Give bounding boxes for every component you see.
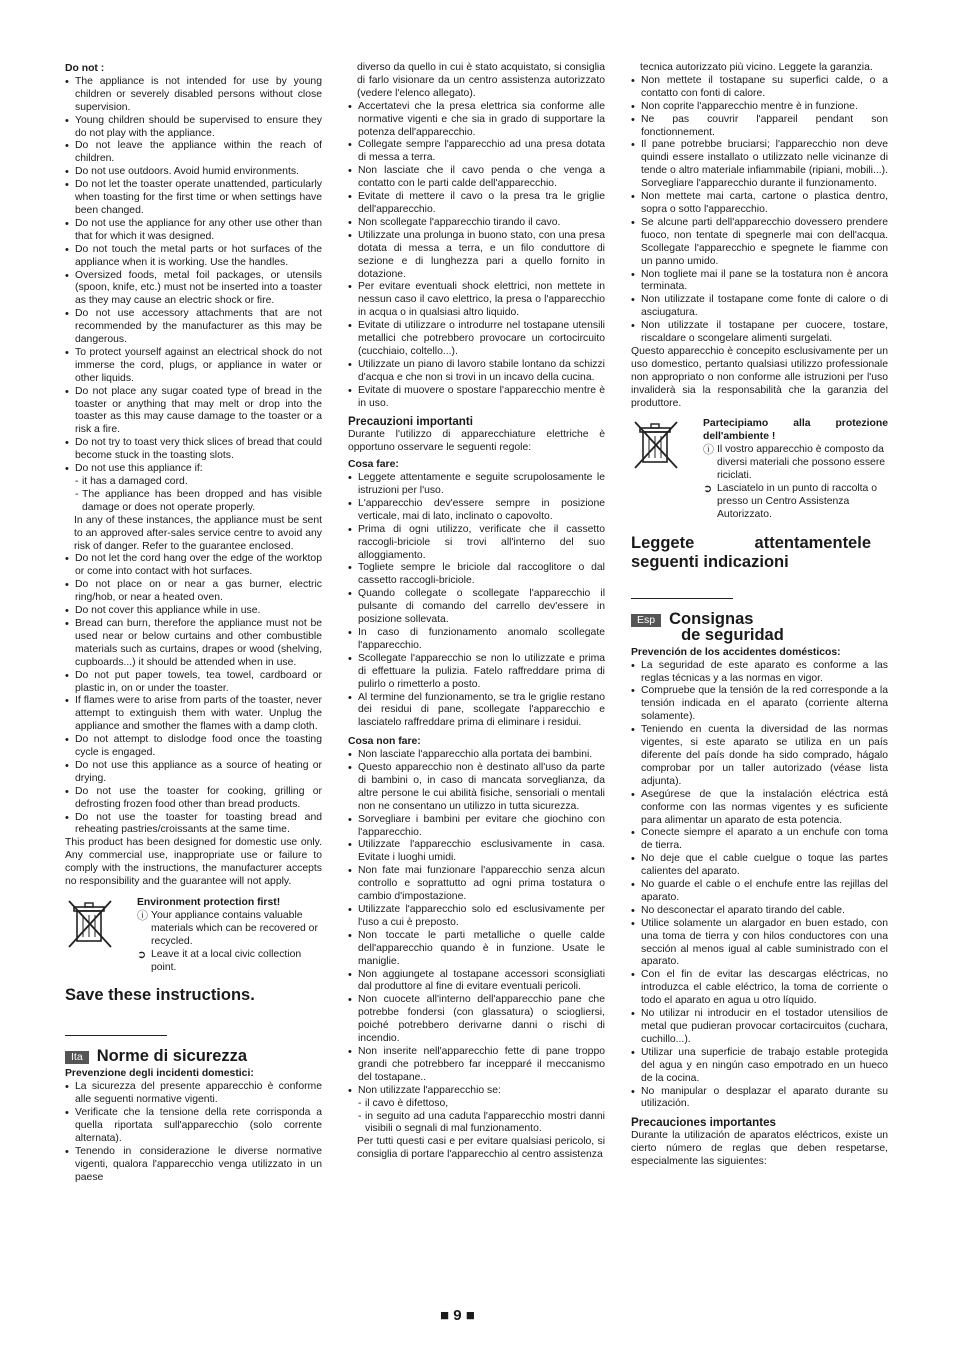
list-item: • Do not use the toaster for toasting bread and reheating pastries/croissants at the same time. — [65, 812, 322, 838]
precautions-heading: Precauzioni importanti — [348, 415, 473, 429]
list-item: • Utilizar una superficie de trabajo estable protegida del agua y en ningún caso empotrado en un hueco de la cocina. — [631, 1047, 888, 1086]
list-item: • Utilizzate un piano di lavoro stabile lontano da schizzi d'acqua e che non si trovi in un incavo della cucina. — [348, 359, 605, 385]
precautions-text: Durante l'utilizzo di apparecchiature elettriche è opportuno osservare le seguenti regole: — [348, 429, 605, 454]
list-item: • Do not leave the appliance within the reach of children. — [65, 140, 322, 166]
list-item: • Questo apparecchio non è destinato all'uso da parte di bambini o, in caso di mancata sorveglianza, da altre persone le cui abilità fisiche, sensoriali o mentali non ne consentano un utilizzo in tutta sicurezza. — [348, 762, 605, 814]
list-item: • Do not let the cord hang over the edge of the worktop or come into contact with hot surfaces. — [65, 553, 322, 579]
list-item: • Do not use the toaster for cooking, grilling or defrosting frozen food other than bread products. — [65, 786, 322, 812]
italian-section-title — [65, 1048, 322, 1064]
list-item: • Accertatevi che la presa elettrica sia conforme alle normative vigenti e che sia in grado di supportare la potenza dell'apparecchio. — [348, 101, 605, 140]
list-item: • Teniendo en cuenta la diversidad de las normas vigentes, si este aparato se utiliza en un país diferente del país donde ha sido comprado, hágalo comprobar por un taller autorizado (véase lista adjunta). — [631, 724, 888, 789]
continued-text: diverso da quello in cui è stato acquistato, si consiglia di farlo visionare da un centro assistenza autorizzato (vedere l'elenco allegato). — [357, 62, 605, 99]
list-item: • Togliete sempre le briciole dal raccoglitore o dal cassetto raccogli-briciole. — [348, 562, 605, 588]
list-item: • Non togliete mai il pane se la tostatura non è ancora terminata. — [631, 269, 888, 295]
list-item: • Do not place on or near a gas burner, electric ring/hob, or near a heated oven. — [65, 579, 322, 605]
list-item: • Do not use the appliance for any other use other than that for which it was designed. — [65, 218, 322, 244]
do-not-list — [65, 76, 322, 515]
continued-text: tecnica autorizzato più vicino. Leggete la garanzia. — [640, 62, 873, 73]
environment-text — [703, 418, 888, 521]
list-item: • Utilice solamente un alargador en buen estado, con una toma de tierra y con hilos conductores con una sección al menos igual al cable suministrado con el aparato. — [631, 918, 888, 970]
sub-list-item: - in seguito ad una caduta l'apparecchio mostri danni visibili o segnali di mal funzionamento. — [348, 1111, 605, 1137]
list-item: • Bread can burn, therefore the appliance must not be used near or below curtains and other combustible materials such as curtains, drapes or wood (shelving, cupboards...) it should be attended when in use. — [65, 618, 322, 670]
list-item: • Verificate che la tensione della rete corrisponda a quella riportata sull'apparecchio (solo corrente alternata). — [65, 1107, 322, 1146]
arrow-circle-icon: ➲ — [137, 948, 147, 961]
list-item: • Young children should be supervised to ensure they do not play with the appliance. — [65, 115, 322, 141]
list-item: • Non utilizzate il tostapane come fonte di calore o di asciugatura. — [631, 294, 888, 320]
sub-heading: Prevenzione degli incidenti domestici: — [65, 1068, 254, 1080]
list-item: • Do not use this appliance as a source of heating or drying. — [65, 760, 322, 786]
section-title-line: de seguridad — [681, 625, 784, 644]
list-item: • Evitate di muovere o spostare l'apparecchio mentre è in uso. — [348, 385, 605, 411]
list-item: • La seguridad de este aparato es conforme a las reglas técnicas y a las normas en vigor. — [631, 660, 888, 686]
list-item: • Tenendo in considerazione le diverse normative vigenti, qualora l'apparecchio venga utilizzato in un paese — [65, 1146, 322, 1185]
list-item: • If flames were to arise from parts of the toaster, never attempt to extinguish them with water. Unplug the appliance and smother the flames with a damp cloth. — [65, 695, 322, 734]
list-item: • Leggete attentamente e seguite scrupolosamente le istruzioni per l'uso. — [348, 472, 605, 498]
cosa-non-fare-heading: Cosa non fare: — [348, 736, 421, 748]
list-item: • Compruebe que la tensión de la red corresponde a la tensión indicada en el aparato (corriente alterna solamente). — [631, 685, 888, 724]
list-item: • Non scollegate l'apparecchio tirando il cavo. — [348, 217, 605, 230]
square-bullet-icon: ■ — [465, 1307, 475, 1324]
instance-text: In any of these instances, the appliance must be sent to an approved after-sales service centre to avoid any risk of danger. Refer to the guarantee enclosed. — [74, 514, 322, 552]
environment-box — [631, 418, 888, 521]
list-item: • Utilizzate l'apparecchio esclusivamente in casa. Evitate i luoghi umidi. — [348, 839, 605, 865]
cosa-fare-heading: Cosa fare: — [348, 459, 399, 471]
list-item: • Do not attempt to dislodge food once the toasting cycle is engaged. — [65, 734, 322, 760]
language-badge: Esp — [631, 614, 661, 627]
list-item: • In caso di funzionamento anomalo scollegate l'apparecchio. — [348, 627, 605, 653]
sub-list-item: - The appliance has been dropped and has visible damage or does not operate properly. — [65, 489, 322, 515]
list-item: • Do not use outdoors. Avoid humid environments. — [65, 166, 322, 179]
list-item: • Ne pas couvrir l'appareil pendant son fonctionnement. — [631, 114, 888, 140]
crossed-bin-icon — [631, 418, 681, 470]
list-item: • Non coprite l'apparecchio mentre è in funzione. — [631, 101, 888, 114]
sub-heading: Prevención de los accidentes domésticos: — [631, 646, 841, 658]
list-item: • Do not touch the metal parts or hot surfaces of the appliance when it is working. Use the handles. — [65, 244, 322, 270]
column-1 — [65, 62, 322, 1185]
list-item: • Do not try to toast very thick slices of bread that could become stuck in the toasting slots. — [65, 437, 322, 463]
list-item: • No manipular o desplazar el aparato durante su utilización. — [631, 1086, 888, 1112]
list-item: • No utilizar ni introducir en el tostador utensilios de metal que pudieran provocar cortacircuitos (cuchara, cuchillo...). — [631, 1008, 888, 1047]
list-item: • Sorvegliare i bambini per evitare che giochino con l'apparecchio. — [348, 814, 605, 840]
environment-line-text: Lasciatelo in un punto di raccolta o presso un Centro Assistenza Autorizzato. — [717, 483, 878, 520]
list-item: • Oversized foods, metal foil packages, or utensils (spoon, knife, etc.) must not be inserted into a toaster as they may cause an electric shock or fire. — [65, 270, 322, 309]
end-text: Per tutti questi casi e per evitare qualsiasi pericolo, si consiglia di portare l'apparecchio al centro assistenza — [357, 1136, 605, 1161]
list-item: • Se alcune parti dell'apparecchio dovessero prendere fuoco, non tentate di spegnerle mai con dell'acqua. Scollegate l'apparecchio e spegnete le fiamme con un panno umido. — [631, 217, 888, 269]
section-title-line: Consignas — [669, 609, 754, 628]
section-divider — [631, 598, 733, 599]
arrow-circle-icon: ➲ — [703, 483, 713, 495]
list-item: • Do not use this appliance if: — [65, 463, 322, 476]
environment-line-text: Il vostro apparecchio è composto da diversi materiali che possono essere riciclati. — [717, 444, 886, 482]
crossed-bin-icon — [65, 897, 115, 949]
save-instructions-heading: Save these instructions. — [65, 986, 255, 1005]
list-item: • Non mettete mai carta, cartone o plastica dentro, sopra o sotto l'apparecchio. — [631, 191, 888, 217]
list-item: • Asegúrese de que la instalación eléctrica está conforme con las normas vigentes y es suficiente para alimentar un aparato de esta potencia. — [631, 789, 888, 828]
spanish-list — [631, 660, 888, 1112]
square-bullet-icon: ■ — [440, 1307, 450, 1324]
section-divider — [65, 1035, 167, 1036]
read-instructions-heading: Leggete attentamentele seguenti indicazioni — [631, 533, 871, 571]
environment-line — [137, 910, 322, 949]
sub-list-item: - il cavo è difettoso, — [348, 1098, 605, 1111]
precautions-heading: Precauciones importantes — [631, 1116, 776, 1130]
list-item: • Non utilizzate l'apparecchio se: — [348, 1085, 605, 1098]
list-item: • Do not use accessory attachments that are not recommended by the manufacturer as this may be dangerous. — [65, 308, 322, 347]
column-2 — [348, 62, 605, 1162]
list-item: • Utilizzate l'apparecchio solo ed esclusivamente per l'uso a cui è preposto. — [348, 904, 605, 930]
environment-box — [65, 897, 322, 974]
list-item: • Per evitare eventuali shock elettrici, non mettete in nessun caso il cavo elettrico, la presa o l'apparecchio in acqua o in qualsiasi altro liquido. — [348, 281, 605, 320]
list-item: • Do not cover this appliance while in use. — [65, 605, 322, 618]
environment-line — [703, 483, 888, 522]
environment-line — [703, 444, 888, 483]
environment-title: Partecipiamo alla protezione dell'ambiente ! — [703, 418, 888, 443]
environment-line-text: Your appliance contains valuable materials which can be recovered or recycled. — [151, 909, 318, 947]
list-item: • To protect yourself against an electrical shock do not immerse the cord, plugs, or appliance in water or other liquids. — [65, 347, 322, 386]
cosa-fare-list — [348, 472, 605, 730]
italian-list-cont-2 — [631, 75, 888, 346]
list-item: • Non aggiungete al tostapane accessori sconsigliati dal produttore al fine di evitare eventuali pericoli. — [348, 969, 605, 995]
precautions-text: Durante la utilización de aparatos eléctricos, existe un cierto número de reglas que deben respetarse, especialmente las siguientes: — [631, 1130, 888, 1168]
environment-line-text: Leave it at a local civic collection point. — [151, 948, 302, 973]
environment-text — [137, 897, 322, 974]
list-item: • Scollegate l'apparecchio se non lo utilizzate e prima di effettuare la pulizia. Fatelo raffreddare prima di pulirlo o rimetterlo a posto. — [348, 653, 605, 692]
section-title — [669, 611, 784, 643]
page-number-value: 9 — [453, 1307, 462, 1324]
list-item: • Non cuocete all'interno dell'apparecchio pane che potrebbe fondersi (con glassatura) o sciogliersi, poiché potrebbero derivarne danni o rischi di incendio. — [348, 994, 605, 1046]
list-item: • Il pane potrebbe bruciarsi; l'apparecchio non deve quindi essere installato o utilizzato nelle vicinanze di tende o altro materiale infiammabile (ripiani, mobili...). Sorvegliare l'apparecchio durante il funzionamento. — [631, 139, 888, 191]
page-number — [440, 1307, 475, 1324]
list-item: • Non inserite nell'apparecchio fette di pane troppo grandi che potrebbero far incepparé il meccanismo del tostapane.. — [348, 1046, 605, 1085]
environment-line — [137, 949, 322, 975]
list-item: • No guarde el cable o el enchufe entre las rejillas del aparato. — [631, 879, 888, 905]
language-badge: Ita — [65, 1051, 89, 1064]
list-item: • Conecte siempre el aparato a un enchufe con toma de tierra. — [631, 827, 888, 853]
list-item: • No deje que el cable cuelgue o toque las partes calientes del aparato. — [631, 853, 888, 879]
column-3 — [631, 62, 888, 1169]
section-title: Norme di sicurezza — [96, 1047, 248, 1066]
domestic-use-text: This product has been designed for domestic use only. Any commercial use, inappropriate use or failure to comply with the instructions, the manufacturer accepts no responsibility and the guarantee will not apply. — [65, 837, 322, 888]
info-circle-icon: ⓘ — [703, 444, 714, 457]
list-item: • Collegate sempre l'apparecchio ad una presa dotata di messa a terra. — [348, 139, 605, 165]
list-item: • Non fate mai funzionare l'apparecchio senza alcun controllo e soprattutto ad ogni prima tostatura o cambio d'impostazione. — [348, 865, 605, 904]
list-item: • L'apparecchio dev'essere sempre in posizione verticale, mai di lato, inclinato o capovolto. — [348, 498, 605, 524]
list-item: • La sicurezza del presente apparecchio è conforme alle seguenti normative vigenti. — [65, 1081, 322, 1107]
list-item: • Non lasciate che il cavo penda o che venga a contatto con le parti calde dell'apparecchio. — [348, 165, 605, 191]
list-item: • Utilizzate una prolunga in buono stato, con una presa dotata di messa a terra, e un filo conduttore di sezione e di lunghezza pari a quello fornito in dotazione. — [348, 230, 605, 282]
do-not-list-2 — [65, 553, 322, 837]
do-not-heading: Do not : — [65, 63, 105, 74]
list-item: • Non lasciate l'apparecchio alla portata dei bambini. — [348, 749, 605, 762]
cosa-non-fare-list — [348, 749, 605, 1136]
spanish-section-title — [631, 611, 888, 643]
list-item: • Quando collegate o scollegate l'apparecchio il pulsante di comando del carrello dev'essere in posizione sollevata. — [348, 588, 605, 627]
info-circle-icon: ⓘ — [137, 909, 148, 922]
list-item: • Evitate di mettere il cavo o la presa tra le griglie dell'apparecchio. — [348, 191, 605, 217]
list-item: • Prima di ogni utilizzo, verificate che il cassetto raccogli-briciole si trovi all'interno del suo alloggiamento. — [348, 524, 605, 563]
environment-title: Environment protection first! — [137, 897, 281, 908]
list-item: • Non toccate le parti metalliche o quelle calde dell'apparecchio quando è in funzione. Usate le maniglie. — [348, 930, 605, 969]
list-item: • Non mettete il tostapane su superfici calde, o a contatto con fonti di calore. — [631, 75, 888, 101]
italian-list — [65, 1081, 322, 1184]
list-item: • Al termine del funzionamento, se tra le griglie restano dei residui di pane, scollegate l'apparecchio e lasciatelo raffreddare prima di eliminare i residui. — [348, 692, 605, 731]
list-item: • Non utilizzate il tostapane per cuocere, tostare, riscaldare o scongelare alimenti surgelati. — [631, 320, 888, 346]
sub-list-item: - it has a damaged cord. — [65, 476, 322, 489]
list-item: • Con el fin de evitar las descargas eléctricas, no introduzca el cable eléctrico, la toma de corriente o todo el aparato en agua u otro líquido. — [631, 969, 888, 1008]
italian-list-cont — [348, 101, 605, 411]
list-item: • Do not place any sugar coated type of bread in the toaster or anything that may melt or drop into the toaster as this may cause damage to the toaster or a risk a fire. — [65, 386, 322, 438]
domestic-use-text: Questo apparecchio è concepito esclusivamente per un uso domestico, pertanto qualsiasi utilizzo professionale non appropriato o non conforme alle istruzioni per l'uso invaliderà sia la responsabilità che la garanzia del produttore. — [631, 345, 888, 409]
list-item: • Do not put paper towels, tea towel, cardboard or plastic in, on or under the toaster. — [65, 670, 322, 696]
list-item: • Evitate di utilizzare o introdurre nel tostapane utensili metallici che potrebbero provocare un cortocircuito (cucchiaio, coltello...). — [348, 320, 605, 359]
list-item: • Do not let the toaster operate unattended, particularly when toasting for the first time or when settings have been changed. — [65, 179, 322, 218]
list-item: • No desconectar el aparato tirando del cable. — [631, 905, 888, 918]
list-item: • The appliance is not intended for use by young children or severely disabled persons without close supervision. — [65, 76, 322, 115]
